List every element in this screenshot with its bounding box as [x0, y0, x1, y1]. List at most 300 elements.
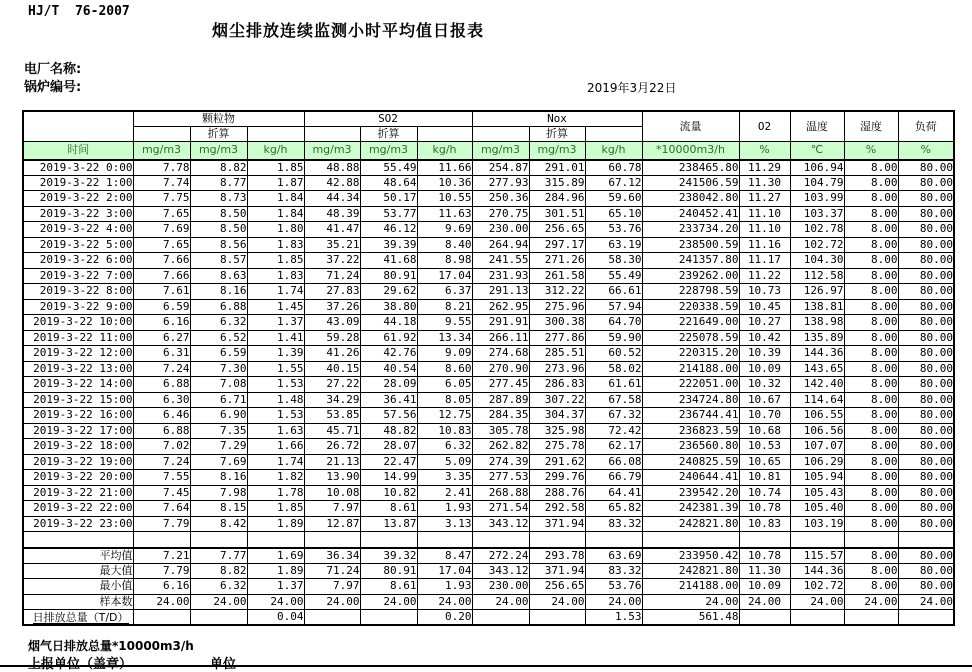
summary-row — [23, 579, 954, 595]
value-cell: 7.55 — [133, 470, 190, 486]
data-row — [23, 470, 954, 486]
value-cell: 8.00 — [844, 160, 898, 176]
value-cell: 1.84 — [247, 191, 304, 207]
flue-gas-total-note: 烟气日排放总量*10000m3/h — [28, 639, 194, 653]
blank-row — [23, 532, 954, 548]
daily-total-label: 日排放总量（T/D） — [32, 611, 129, 624]
time-cell: 2019-3-22 20:00 — [23, 470, 133, 486]
value-cell: 7.79 — [133, 516, 190, 532]
value-cell: 8.00 — [844, 299, 898, 315]
value-cell: 80.00 — [898, 501, 954, 517]
summary-row — [23, 610, 954, 626]
value-cell: 230.00 — [472, 222, 529, 238]
data-row — [23, 191, 954, 207]
value-cell: 250.36 — [472, 191, 529, 207]
value-cell: 1.78 — [247, 485, 304, 501]
unit-pm-mgm3: mg/m3 — [133, 142, 190, 160]
value-cell: 105.40 — [790, 501, 844, 517]
blank-cell — [304, 532, 360, 548]
value-cell: 40.54 — [360, 361, 417, 377]
time-cell: 2019-3-22 5:00 — [23, 237, 133, 253]
time-cell: 2019-3-22 22:00 — [23, 501, 133, 517]
time-cell: 2019-3-22 3:00 — [23, 206, 133, 222]
value-cell: 10.32 — [739, 377, 790, 393]
value-cell: 271.54 — [472, 501, 529, 517]
value-cell: 8.16 — [190, 284, 247, 300]
value-cell: 45.71 — [304, 423, 360, 439]
value-cell: 43.09 — [304, 315, 360, 331]
value-cell: 277.45 — [472, 377, 529, 393]
value-cell: 80.00 — [898, 470, 954, 486]
summary-value-cell: 561.48 — [642, 610, 739, 626]
value-cell: 371.94 — [529, 516, 585, 532]
data-row — [23, 454, 954, 470]
value-cell: 107.07 — [790, 439, 844, 455]
value-cell: 8.15 — [190, 501, 247, 517]
value-cell: 1.85 — [247, 253, 304, 269]
value-cell: 299.76 — [529, 470, 585, 486]
summary-value-cell: 80.00 — [898, 548, 954, 564]
data-row — [23, 253, 954, 269]
header-row-groups — [23, 111, 954, 127]
unit-flow: *10000m3/h — [642, 142, 739, 160]
value-cell: 6.88 — [133, 377, 190, 393]
value-cell: 241357.80 — [642, 253, 739, 269]
value-cell: 292.58 — [529, 501, 585, 517]
time-cell: 2019-3-22 7:00 — [23, 268, 133, 284]
value-cell: 28.07 — [360, 439, 417, 455]
value-cell: 80.00 — [898, 253, 954, 269]
value-cell: 112.58 — [790, 268, 844, 284]
value-cell: 105.43 — [790, 485, 844, 501]
value-cell: 58.30 — [585, 253, 642, 269]
value-cell: 284.96 — [529, 191, 585, 207]
value-cell: 8.00 — [844, 284, 898, 300]
value-cell: 50.17 — [360, 191, 417, 207]
value-cell: 104.30 — [790, 253, 844, 269]
value-cell: 41.47 — [304, 222, 360, 238]
summary-value-cell: 242821.80 — [642, 563, 739, 579]
value-cell: 8.73 — [190, 191, 247, 207]
summary-value-cell: 24.00 — [247, 594, 304, 610]
group-header-load: 负荷 — [898, 111, 954, 142]
value-cell: 11.16 — [739, 237, 790, 253]
summary-value-cell: 24.00 — [790, 594, 844, 610]
summary-value-cell: 24.00 — [472, 594, 529, 610]
value-cell: 8.98 — [417, 253, 472, 269]
value-cell: 80.00 — [898, 175, 954, 191]
value-cell: 6.32 — [417, 439, 472, 455]
value-cell: 7.35 — [190, 423, 247, 439]
summary-value-cell: 10.09 — [739, 579, 790, 595]
data-row — [23, 423, 954, 439]
value-cell: 270.75 — [472, 206, 529, 222]
value-cell: 10.08 — [304, 485, 360, 501]
blank-cell — [472, 532, 529, 548]
summary-value-cell: 343.12 — [472, 563, 529, 579]
value-cell: 1.39 — [247, 346, 304, 362]
summary-value-cell: 8.82 — [190, 563, 247, 579]
value-cell: 8.00 — [844, 377, 898, 393]
summary-value-cell — [790, 610, 844, 626]
summary-value-cell: 8.00 — [844, 563, 898, 579]
value-cell: 287.89 — [472, 392, 529, 408]
summary-value-cell: 39.32 — [360, 548, 417, 564]
value-cell: 277.93 — [472, 175, 529, 191]
value-cell: 315.89 — [529, 175, 585, 191]
value-cell: 80.00 — [898, 315, 954, 331]
blank-cell — [739, 532, 790, 548]
value-cell: 80.00 — [898, 191, 954, 207]
summary-value-cell: 11.30 — [739, 563, 790, 579]
value-cell: 236560.80 — [642, 439, 739, 455]
value-cell: 242821.80 — [642, 516, 739, 532]
value-cell: 238042.80 — [642, 191, 739, 207]
value-cell: 7.78 — [133, 160, 190, 176]
unit-nox-converted-mgm3: mg/m3 — [529, 142, 585, 160]
value-cell: 7.64 — [133, 501, 190, 517]
summary-value-cell — [360, 610, 417, 626]
unit-so2-mgm3: mg/m3 — [304, 142, 360, 160]
value-cell: 271.26 — [529, 253, 585, 269]
value-cell: 277.53 — [472, 470, 529, 486]
value-cell: 83.32 — [585, 516, 642, 532]
value-cell: 61.61 — [585, 377, 642, 393]
summary-value-cell: 233950.42 — [642, 548, 739, 564]
value-cell: 274.68 — [472, 346, 529, 362]
value-cell: 38.80 — [360, 299, 417, 315]
blank-cell — [190, 532, 247, 548]
group-header-nox: Nox — [472, 111, 642, 127]
summary-value-cell: 80.00 — [898, 563, 954, 579]
value-cell: 10.81 — [739, 470, 790, 486]
summary-value-cell: 293.78 — [529, 548, 585, 564]
summary-label-cell: 平均值 — [23, 548, 133, 564]
value-cell: 106.55 — [790, 408, 844, 424]
table-body — [23, 160, 954, 626]
value-cell: 1.37 — [247, 315, 304, 331]
value-cell: 65.10 — [585, 206, 642, 222]
value-cell: 1.80 — [247, 222, 304, 238]
value-cell: 53.77 — [360, 206, 417, 222]
time-cell: 2019-3-22 10:00 — [23, 315, 133, 331]
value-cell: 6.27 — [133, 330, 190, 346]
value-cell: 10.68 — [739, 423, 790, 439]
value-cell: 1.53 — [247, 377, 304, 393]
group-header-temp: 温度 — [790, 111, 844, 142]
summary-value-cell: 7.79 — [133, 563, 190, 579]
value-cell: 53.85 — [304, 408, 360, 424]
value-cell: 1.83 — [247, 237, 304, 253]
value-cell: 21.13 — [304, 454, 360, 470]
unit-so2-kgh: kg/h — [417, 142, 472, 160]
value-cell: 59.60 — [585, 191, 642, 207]
value-cell: 231.93 — [472, 268, 529, 284]
value-cell: 67.32 — [585, 408, 642, 424]
value-cell: 10.73 — [739, 284, 790, 300]
value-cell: 103.99 — [790, 191, 844, 207]
value-cell: 238465.80 — [642, 160, 739, 176]
value-cell: 80.00 — [898, 237, 954, 253]
value-cell: 277.86 — [529, 330, 585, 346]
summary-value-cell: 1.69 — [247, 548, 304, 564]
summary-value-cell: 272.24 — [472, 548, 529, 564]
summary-value-cell: 24.00 — [642, 594, 739, 610]
value-cell: 7.74 — [133, 175, 190, 191]
value-cell: 80.00 — [898, 485, 954, 501]
summary-value-cell: 24.00 — [133, 594, 190, 610]
value-cell: 241506.59 — [642, 175, 739, 191]
value-cell: 106.56 — [790, 423, 844, 439]
summary-value-cell: 0.20 — [417, 610, 472, 626]
summary-value-cell: 24.00 — [417, 594, 472, 610]
value-cell: 10.39 — [739, 346, 790, 362]
value-cell: 240644.41 — [642, 470, 739, 486]
value-cell: 11.63 — [417, 206, 472, 222]
value-cell: 300.38 — [529, 315, 585, 331]
summary-value-cell: 24.00 — [190, 594, 247, 610]
time-header-spacer — [23, 111, 133, 142]
blank-cell — [133, 532, 190, 548]
summary-value-cell: 24.00 — [360, 594, 417, 610]
value-cell: 8.00 — [844, 315, 898, 331]
value-cell: 13.90 — [304, 470, 360, 486]
value-cell: 11.30 — [739, 175, 790, 191]
value-cell: 59.28 — [304, 330, 360, 346]
value-cell: 35.21 — [304, 237, 360, 253]
value-cell: 64.41 — [585, 485, 642, 501]
value-cell: 8.00 — [844, 408, 898, 424]
value-cell: 7.24 — [133, 361, 190, 377]
value-cell: 8.00 — [844, 206, 898, 222]
summary-value-cell: 0.04 — [247, 610, 304, 626]
value-cell: 142.40 — [790, 377, 844, 393]
value-cell: 238500.59 — [642, 237, 739, 253]
value-cell: 222051.00 — [642, 377, 739, 393]
summary-value-cell: 144.36 — [790, 563, 844, 579]
summary-row — [23, 563, 954, 579]
value-cell: 80.00 — [898, 330, 954, 346]
value-cell: 6.59 — [190, 346, 247, 362]
value-cell: 28.09 — [360, 377, 417, 393]
value-cell: 6.90 — [190, 408, 247, 424]
value-cell: 10.70 — [739, 408, 790, 424]
value-cell: 241.55 — [472, 253, 529, 269]
value-cell: 66.08 — [585, 454, 642, 470]
value-cell: 59.90 — [585, 330, 642, 346]
value-cell: 48.88 — [304, 160, 360, 176]
value-cell: 13.34 — [417, 330, 472, 346]
value-cell: 11.29 — [739, 160, 790, 176]
value-cell: 1.66 — [247, 439, 304, 455]
value-cell: 1.89 — [247, 516, 304, 532]
value-cell: 270.90 — [472, 361, 529, 377]
summary-value-cell: 10.78 — [739, 548, 790, 564]
summary-value-cell: 8.61 — [360, 579, 417, 595]
summary-value-cell: 24.00 — [529, 594, 585, 610]
value-cell: 71.24 — [304, 268, 360, 284]
value-cell: 8.00 — [844, 470, 898, 486]
value-cell: 48.64 — [360, 175, 417, 191]
value-cell: 6.46 — [133, 408, 190, 424]
value-cell: 58.02 — [585, 361, 642, 377]
value-cell: 7.75 — [133, 191, 190, 207]
summary-value-cell — [739, 610, 790, 626]
doc-code: HJ/T 76-2007 — [28, 4, 130, 19]
data-row — [23, 268, 954, 284]
time-cell: 2019-3-22 9:00 — [23, 299, 133, 315]
value-cell: 12.75 — [417, 408, 472, 424]
summary-value-cell: 24.00 — [739, 594, 790, 610]
value-cell: 36.41 — [360, 392, 417, 408]
reporting-unit-label — [28, 653, 132, 672]
value-cell: 1.85 — [247, 160, 304, 176]
value-cell: 7.29 — [190, 439, 247, 455]
value-cell: 233734.20 — [642, 222, 739, 238]
unit-o2: % — [739, 142, 790, 160]
value-cell: 6.37 — [417, 284, 472, 300]
value-cell: 307.22 — [529, 392, 585, 408]
value-cell: 48.82 — [360, 423, 417, 439]
value-cell: 8.00 — [844, 268, 898, 284]
data-row — [23, 175, 954, 191]
value-cell: 261.58 — [529, 268, 585, 284]
summary-value-cell: 17.04 — [417, 563, 472, 579]
value-cell: 1.84 — [247, 206, 304, 222]
value-cell: 256.65 — [529, 222, 585, 238]
unit-so2-converted-mgm3: mg/m3 — [360, 142, 417, 160]
data-row — [23, 439, 954, 455]
value-cell: 273.96 — [529, 361, 585, 377]
time-cell: 2019-3-22 0:00 — [23, 160, 133, 176]
value-cell: 214188.00 — [642, 361, 739, 377]
value-cell: 8.00 — [844, 253, 898, 269]
value-cell: 138.81 — [790, 299, 844, 315]
summary-value-cell: 7.77 — [190, 548, 247, 564]
value-cell: 266.11 — [472, 330, 529, 346]
time-cell: 2019-3-22 14:00 — [23, 377, 133, 393]
value-cell: 9.09 — [417, 346, 472, 362]
value-cell: 1.45 — [247, 299, 304, 315]
time-cell: 2019-3-22 12:00 — [23, 346, 133, 362]
summary-value-cell: 24.00 — [844, 594, 898, 610]
value-cell: 242381.39 — [642, 501, 739, 517]
value-cell: 5.09 — [417, 454, 472, 470]
value-cell: 55.49 — [585, 268, 642, 284]
value-cell: 3.13 — [417, 516, 472, 532]
value-cell: 12.87 — [304, 516, 360, 532]
summary-value-cell: 80.00 — [898, 579, 954, 595]
data-row — [23, 315, 954, 331]
summary-value-cell: 1.53 — [585, 610, 642, 626]
value-cell: 8.00 — [844, 485, 898, 501]
value-cell: 62.17 — [585, 439, 642, 455]
group-header-pm: 颗粒物 — [133, 111, 304, 127]
value-cell: 80.00 — [898, 222, 954, 238]
value-cell: 144.36 — [790, 346, 844, 362]
value-cell: 80.00 — [898, 346, 954, 362]
value-cell: 8.00 — [844, 454, 898, 470]
value-cell: 8.16 — [190, 470, 247, 486]
summary-label-cell: 样本数 — [23, 594, 133, 610]
blank-cell — [23, 532, 133, 548]
value-cell: 8.00 — [844, 222, 898, 238]
header-row-units — [23, 142, 954, 160]
data-row — [23, 222, 954, 238]
report-table — [22, 110, 955, 626]
value-cell: 106.29 — [790, 454, 844, 470]
value-cell: 301.51 — [529, 206, 585, 222]
unit-nox-kgh: kg/h — [585, 142, 642, 160]
summary-value-cell: 6.16 — [133, 579, 190, 595]
summary-value-cell: 7.21 — [133, 548, 190, 564]
value-cell: 44.18 — [360, 315, 417, 331]
value-cell: 66.79 — [585, 470, 642, 486]
value-cell: 275.78 — [529, 439, 585, 455]
value-cell: 17.04 — [417, 268, 472, 284]
value-cell: 103.37 — [790, 206, 844, 222]
value-cell: 37.26 — [304, 299, 360, 315]
value-cell: 11.10 — [739, 206, 790, 222]
data-row — [23, 377, 954, 393]
summary-value-cell: 115.57 — [790, 548, 844, 564]
value-cell: 57.94 — [585, 299, 642, 315]
value-cell: 7.30 — [190, 361, 247, 377]
value-cell: 8.00 — [844, 191, 898, 207]
value-cell: 37.22 — [304, 253, 360, 269]
value-cell: 6.32 — [190, 315, 247, 331]
value-cell: 6.30 — [133, 392, 190, 408]
value-cell: 7.69 — [190, 454, 247, 470]
summary-value-cell — [304, 610, 360, 626]
value-cell: 27.83 — [304, 284, 360, 300]
unit-pm-kgh: kg/h — [247, 142, 304, 160]
value-cell: 63.19 — [585, 237, 642, 253]
page-title: 烟尘排放连续监测小时平均值日报表 — [212, 21, 485, 40]
value-cell: 80.00 — [898, 454, 954, 470]
value-cell: 8.82 — [190, 160, 247, 176]
data-row — [23, 160, 954, 176]
summary-value-cell: 24.00 — [898, 594, 954, 610]
bottom-divider — [0, 665, 972, 667]
time-cell: 2019-3-22 17:00 — [23, 423, 133, 439]
summary-value-cell: 230.00 — [472, 579, 529, 595]
value-cell: 7.65 — [133, 237, 190, 253]
value-cell: 41.68 — [360, 253, 417, 269]
value-cell: 60.78 — [585, 160, 642, 176]
value-cell: 8.77 — [190, 175, 247, 191]
value-cell: 8.50 — [190, 222, 247, 238]
value-cell: 7.61 — [133, 284, 190, 300]
data-row — [23, 237, 954, 253]
value-cell: 102.72 — [790, 237, 844, 253]
value-cell: 61.92 — [360, 330, 417, 346]
value-cell: 6.59 — [133, 299, 190, 315]
time-cell: 2019-3-22 6:00 — [23, 253, 133, 269]
value-cell: 8.00 — [844, 237, 898, 253]
summary-value-cell: 8.47 — [417, 548, 472, 564]
time-cell: 2019-3-22 15:00 — [23, 392, 133, 408]
summary-value-cell: 71.24 — [304, 563, 360, 579]
value-cell: 312.22 — [529, 284, 585, 300]
summary-value-cell: 8.00 — [844, 579, 898, 595]
value-cell: 11.10 — [739, 222, 790, 238]
value-cell: 236823.59 — [642, 423, 739, 439]
value-cell: 8.42 — [190, 516, 247, 532]
value-cell: 55.49 — [360, 160, 417, 176]
value-cell: 1.82 — [247, 470, 304, 486]
value-cell: 220338.59 — [642, 299, 739, 315]
